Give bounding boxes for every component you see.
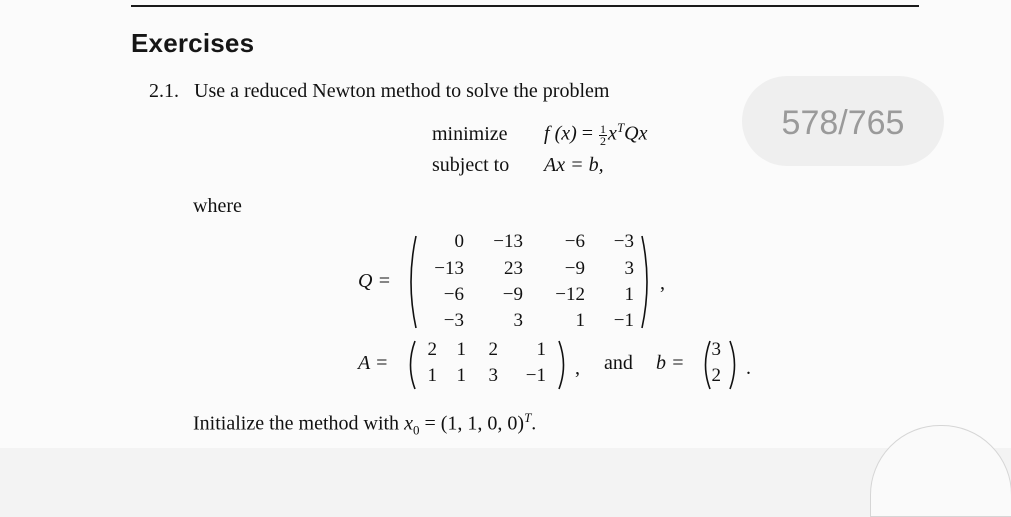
vector-b-label: b = [656,352,685,374]
init-text: Initialize the method with [193,412,400,435]
matrix-a-comma: , [575,357,580,379]
matrix-a-cell: 1 [536,339,546,360]
objective-x: x [608,122,617,145]
matrix-q-cell: 1 [624,284,634,305]
top-rule [131,5,919,7]
constraint-expr: Ax = b, [544,154,604,176]
matrix-q-cell: 23 [504,258,523,279]
init-end: . [531,412,537,435]
matrix-a-cell: 2 [427,339,437,360]
matrix-a-cell: −1 [525,365,546,386]
matrix-q-cell: 0 [454,231,464,252]
matrix-q-cell: −3 [443,310,464,331]
vector-b-cell: 3 [711,339,721,360]
init-value: = (1, 1, 0, 0) [424,412,525,435]
matrix-q-cell: −13 [493,231,523,252]
objective-f: f [544,122,550,145]
matrix-q-cell: −6 [564,231,585,252]
half-fraction: $\frac{1}{2}$ [600,121,607,148]
matrix-a-right-paren [557,340,569,390]
exercise-text: Use a reduced Newton method to solve the problem [194,80,610,102]
connector-and: and [604,352,633,374]
where-text: where [193,195,242,217]
objective-equals: = [581,122,594,145]
matrix-q-cell: −9 [502,284,523,305]
matrix-q-cell: −1 [613,310,634,331]
matrix-a-label: A = [358,352,389,374]
init-sub: 0 [412,422,420,438]
corner-scroll-handle[interactable] [870,425,1011,517]
matrix-q-cell: 3 [624,258,634,279]
constraint-row [432,154,604,177]
matrix-q-cell: −12 [555,284,585,305]
matrix-q-cell: −9 [564,258,585,279]
matrix-q-cell: 3 [513,310,523,331]
objective-label: minimize [432,122,508,145]
exercise-number: 2.1. [149,80,179,102]
objective-Qx: Qx [624,122,648,145]
matrix-q-right-paren [640,234,654,330]
matrix-q-cell: 1 [575,310,585,331]
matrix-a-cell: 3 [488,365,498,386]
init-var: x [404,412,413,435]
vector-b-period: . [746,357,751,379]
page-indicator-badge [742,76,944,166]
transpose-sup: T [616,120,625,135]
exercise-statement [149,80,609,103]
matrix-q-label: Q = [358,270,391,292]
matrix-a-cell: 1 [456,339,466,360]
matrix-a-cell: 2 [488,339,498,360]
init-sup: T [524,410,532,425]
matrix-a-cell: 1 [456,365,466,386]
matrix-a-cell: 1 [427,365,437,386]
page-indicator: 578/765 [781,104,905,142]
matrix-q-cell: −6 [443,284,464,305]
objective-arg: (x) [554,122,577,145]
matrix-q-comma: , [660,272,665,294]
initialization-line [193,410,536,439]
constraint-label: subject to [432,154,510,176]
vector-b-right-paren [728,340,740,390]
matrix-q-cell: −13 [434,258,464,279]
matrix-q-cell: −3 [613,231,634,252]
objective-row [432,120,648,147]
section-heading: Exercises [131,28,255,58]
vector-b-cell: 2 [711,365,721,386]
